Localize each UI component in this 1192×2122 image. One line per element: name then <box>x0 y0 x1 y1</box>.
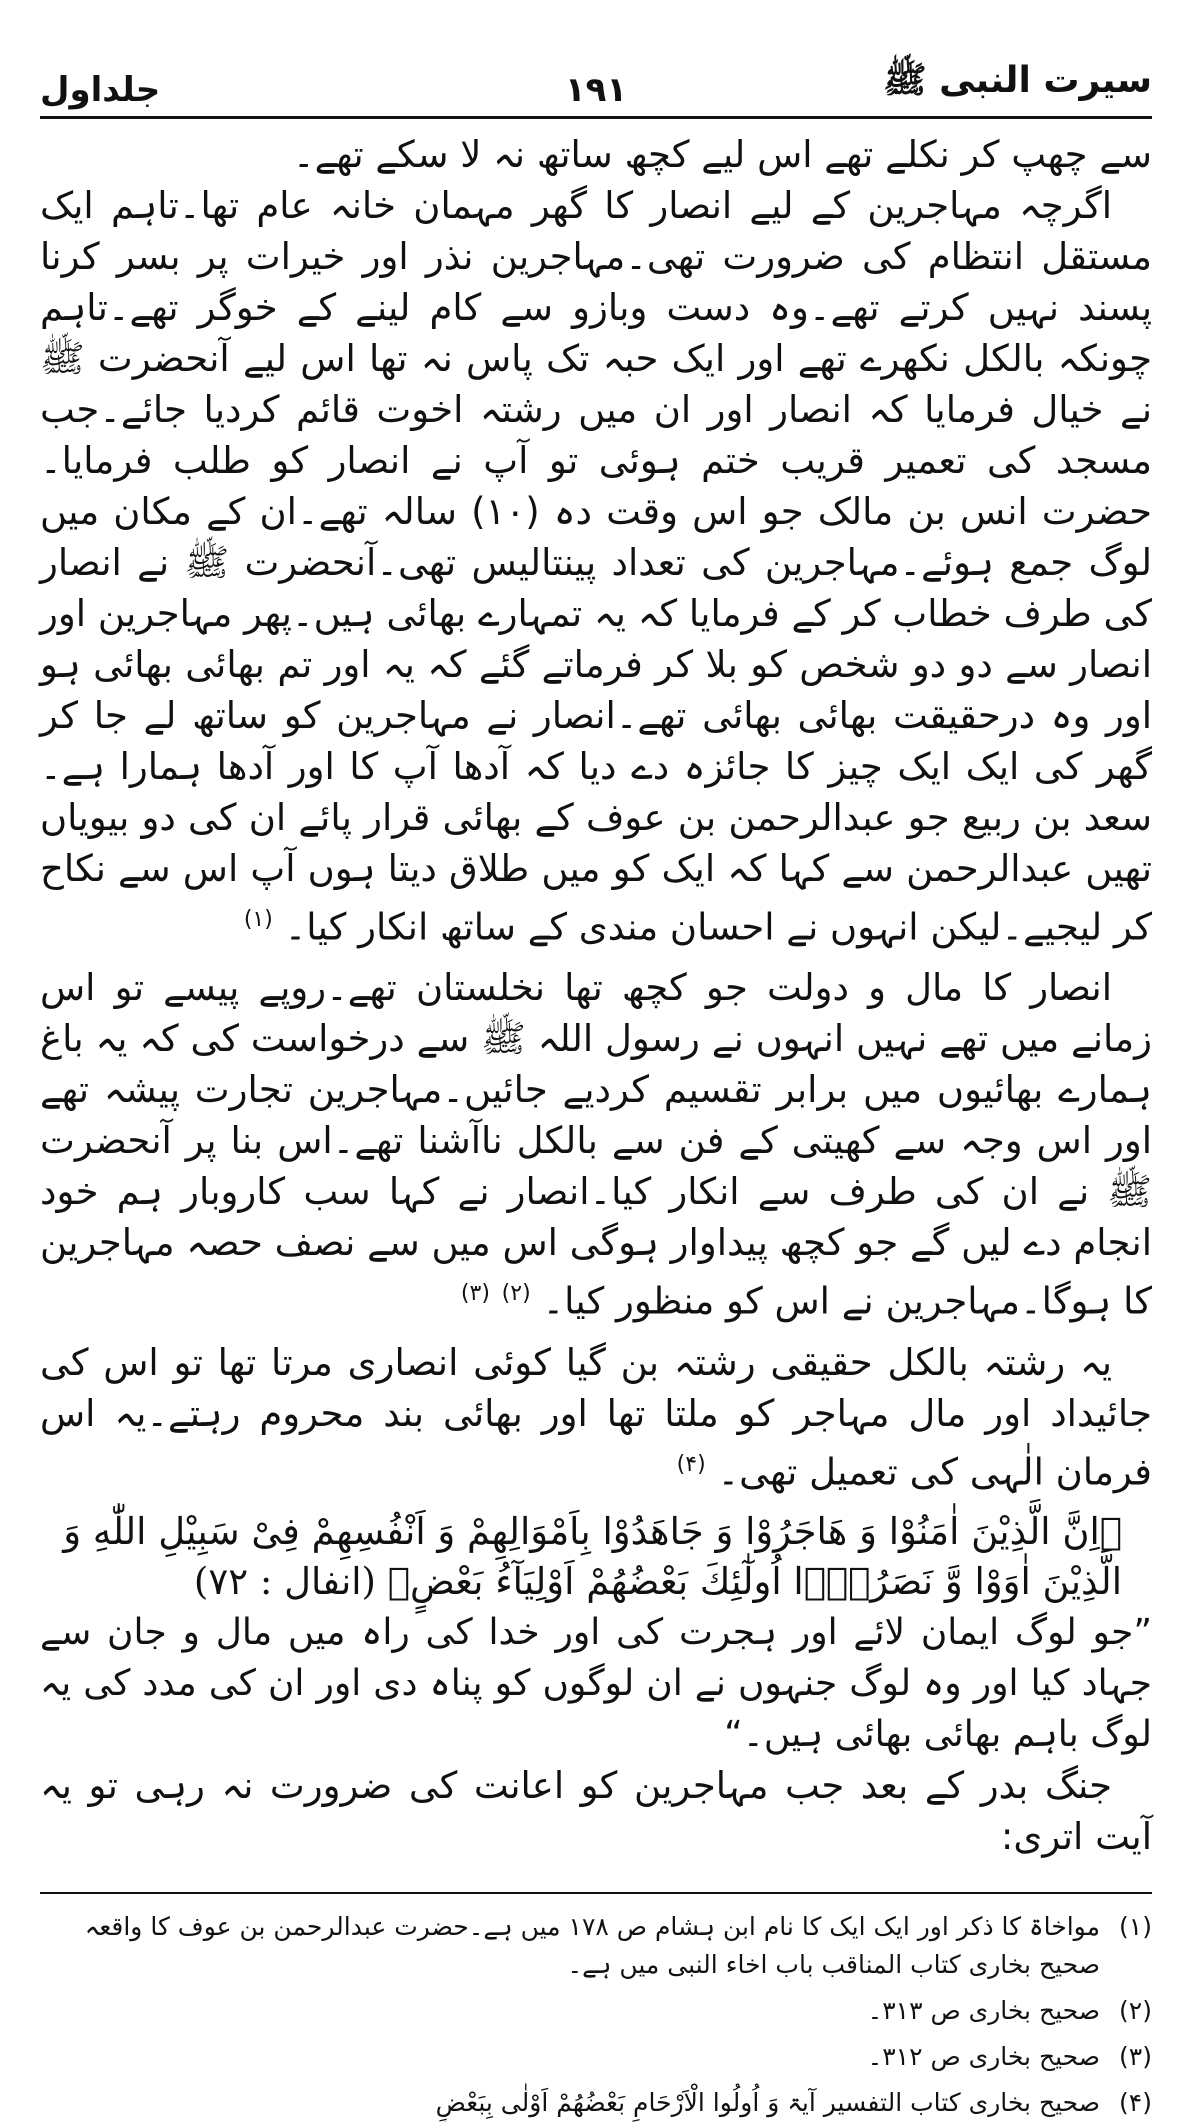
footnote-ref: (۲) <box>501 1281 531 1307</box>
footnote <box>40 2084 1152 2122</box>
paragraph-text: انصار کا مال و دولت جو کچھ تھا نخلستان تھے۔روپے پیسے تو اس زمانے میں تھے نہیں انہوں نے رسول اللہ ﷺ سے درخواست کی کہ یہ باغ ہمارے بھائیوں میں برابر تقسیم کردیے جائیں۔مہاجرین تجارت پیشہ تھے اور اس وجہ سے کھیتی کے فن سے بالکل ناآشنا تھے۔اس بنا پر آنحضرت ﷺ نے ان کی طرف سے انکار کیا۔انصار نے کہا سب کاروبار ہم خود انجام دے لیں گے جو کچھ پیداوار ہوگی اس میں سے نصف حصہ مہاجرین کا ہوگا۔مہاجرین نے اس کو منظور کیا۔ <box>39 966 1152 1323</box>
verse-text: ﴿اِنَّ الَّذِیْنَ اٰمَنُوْا وَ هَاجَرُوْا وَ جَاهَدُوْا بِاَمْوَالِهِمْ وَ اَنْفُسِهِمْ فِیْ سَبِیْلِ اللّٰهِ وَ الَّذِیْنَ اٰوَوْا وَّ نَصَرُوْۤا اُولٰٓئِكَ بَعْضُهُمْ اَوْلِیَآءُ بَعْضٍ﴾ <box>63 1509 1122 1603</box>
quran-verse <box>40 1507 1122 1607</box>
page-number: ۱۹۱ <box>564 70 628 110</box>
translation-quote: ”جو لوگ ایمان لائے اور ہجرت کی اور خدا کی راہ میں مال و جان سے جہاد کیا اور وہ لوگ جنہوں نے ان لوگوں کو پناہ دی اور ان کی مدد کی یہ لوگ باہم بھائی بھائی ہیں۔“ <box>40 1611 1152 1755</box>
paragraph <box>40 180 1152 952</box>
closing-line: جنگ بدر کے بعد جب مہاجرین کو اعانت کی ضرورت نہ رہی تو یہ آیت اتری: <box>40 1763 1152 1858</box>
footnote-ref: (۱) <box>243 907 273 932</box>
paragraph-text: اگرچہ مہاجرین کے لیے انصار کا گھر مہمان خانہ عام تھا۔تاہم ایک مستقل انتظام کی ضرورت تھی۔مہاجرین نذر اور خیرات پر بسر کرنا پسند نہیں کرتے تھے۔وہ دست وبازو سے کام لینے کے خوگر تھے۔تاہم چونکہ بالکل نکھرے تھے اور ایک حبہ تک پاس نہ تھا اس لیے آنحضرت ﷺ نے خیال فرمایا کہ انصار اور ان میں رشتہ اخوت قائم کردیا جائے۔جب مسجد کی تعمیر قریب ختم ہوئی تو آپ نے انصار کو طلب فرمایا۔حضرت انس بن مالک جو اس وقت دہ (۱۰) سالہ تھے۔ان کے مکان میں لوگ جمع ہوئے۔مہاجرین کی تعداد پینتالیس تھی۔آنحضرت ﷺ نے انصار کی طرف خطاب کر کے فرمایا کہ یہ تمہارے بھائی ہیں۔پھر مہاجرین اور انصار سے دو دو شخص کو بلا کر فرماتے گئے کہ یہ اور تم بھائی بھائی ہو اور وہ درحقیقت بھائی بھائی تھے۔انصار نے مہاجرین کو ساتھ لے جا کر گھر کی ایک ایک چیز کا جائزہ دے دیا کہ آدھا آپ کا اور آدھا ہمارا ہے۔سعد بن ربیع جو عبدالرحمن بن عوف کے بھائی قرار پائے ان کی دو بیویاں تھیں عبدالرحمن سے کہا کہ ایک کو میں طلاق دیتا ہوں آپ اس سے نکاح کر لیجیے۔لیکن انہوں نے احسان مندی کے ساتھ انکار کیا۔ <box>40 184 1152 949</box>
footnote-ref: (۳) <box>460 1281 490 1307</box>
book-title: سیرت النبی ﷺ <box>883 60 1152 101</box>
running-header <box>40 60 1152 119</box>
footnote-text: مواخاۃ کا ذکر اور ایک ایک کا نام ابن ہشام ص ۱۷۸ میں ہے۔حضرت عبدالرحمن بن عوف کا واقعہ صحیح بخاری کتاب المناقب باب اخاء النبی میں ہے۔ <box>84 1911 1100 1979</box>
footnote-number: (۱) <box>1119 1911 1152 1941</box>
footnote-number: (۲) <box>1119 1995 1152 2025</box>
footnote-divider <box>40 1892 1152 1894</box>
footnote-text: صحیح بخاری ص ۳۱۳۔ <box>867 1995 1100 2025</box>
paragraph <box>40 962 1152 1326</box>
footnote-ref: (۴) <box>676 1451 706 1477</box>
verse-citation: (انفال : ۷۲) <box>193 1559 376 1603</box>
paragraph: سے چھپ کر نکلے تھے اس لیے کچھ ساتھ نہ لا سکے تھے۔ <box>292 133 1152 176</box>
paragraph <box>40 1337 1152 1497</box>
footnote <box>40 1992 1152 2030</box>
footnote-number: (۳) <box>1119 2041 1152 2071</box>
main-text <box>40 129 1152 1862</box>
volume-label: جلداول <box>40 70 161 110</box>
footnotes <box>40 1908 1152 2122</box>
footnote-text: صحیح بخاری ص ۳۱۲۔ <box>867 2041 1100 2071</box>
footnote <box>40 2038 1152 2076</box>
paragraph-text: یہ رشتہ بالکل حقیقی رشتہ بن گیا کوئی انصاری مرتا تھا تو اس کی جائیداد اور مال مہاجر کو ملتا تھا اور بھائی بند محروم رہتے۔یہ اس فرمان الٰہی کی تعمیل تھی۔ <box>40 1340 1152 1493</box>
footnote <box>40 1908 1152 1984</box>
footnote-text: صحیح بخاری کتاب التفسیر آیۃ وَ اُولُوا الْاَرْحَامِ بَعْضُهُمْ اَوْلٰی بِبَعْضٍ <box>435 2087 1100 2117</box>
footnote-number: (۴) <box>1119 2087 1152 2117</box>
